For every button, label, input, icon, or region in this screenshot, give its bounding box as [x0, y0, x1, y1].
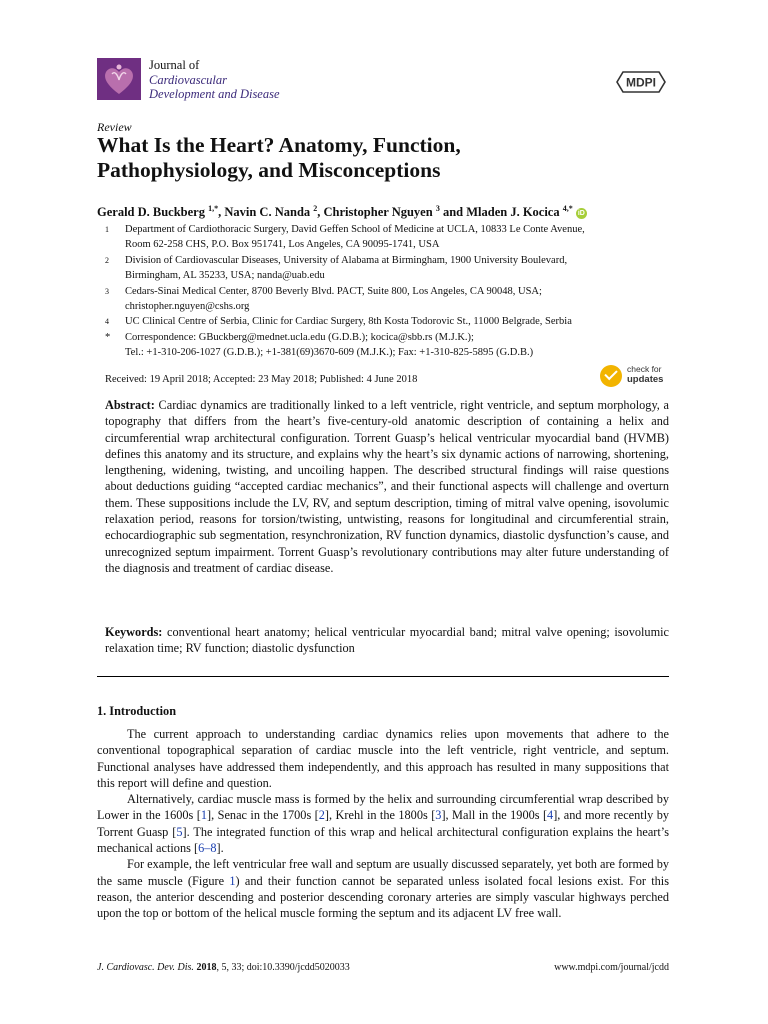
paragraph: [97, 791, 669, 856]
affiliation-mark: 1: [105, 225, 109, 234]
author-name: Gerald D. Buckberg: [97, 205, 205, 220]
author-affiliation-mark: 3: [435, 204, 440, 213]
correspondence-line: Tel.: +1-310-206-1027 (G.D.B.); +1-381(69)3670-609 (M.J.K.); Fax: +1-310-825-5895 (G.D.B.): [125, 347, 534, 359]
updates-label: updates: [627, 374, 664, 385]
article-type: Review: [97, 120, 132, 134]
orcid-icon[interactable]: iD: [577, 210, 585, 218]
keywords: [105, 624, 669, 657]
journal-name-line3: Development and Disease: [149, 87, 280, 101]
affiliation-line: Room 62-258 CHS, P.O. Box 951741, Los Angeles, CA 90095-1741, USA: [125, 239, 440, 251]
body-text: [97, 726, 669, 922]
text-run: Alternatively, cardiac muscle mass is formed by the helix and surrounding circumferential wrap described by Lower in the 1600s [: [97, 792, 669, 823]
affiliation-item: [97, 314, 672, 329]
author-affiliation-mark: 4,*: [562, 204, 573, 213]
citation-link[interactable]: 6–8: [198, 841, 217, 856]
check-for-updates-badge[interactable]: [600, 364, 672, 388]
paragraph: [97, 856, 669, 921]
affiliations: [97, 222, 672, 361]
heart-logo-icon: [97, 58, 141, 100]
footer-url[interactable]: www.mdpi.com/journal/jcdd: [554, 962, 669, 973]
text-run: ) and their function cannot be separated unless isolated focal lesions exist. For this reason, the anterior descending and posterior descending coronary arteries are simply vascular highways perched upon the top or bottom of the helical muscle forming the septum and its adjacent LV free wall.: [97, 873, 669, 921]
author-separator: and: [439, 205, 467, 220]
citation-link[interactable]: 5: [176, 824, 183, 839]
keywords-text: conventional heart anatomy; helical ventricular myocardial band; mitral valve opening; isovolumic relaxation time; RV function; diastolic dysfunction: [105, 625, 670, 656]
affiliation-mark: 3: [105, 286, 109, 296]
footer-year: 2018: [196, 962, 217, 973]
affiliation-item: [97, 253, 672, 284]
citation-link[interactable]: 1: [200, 808, 208, 823]
footer-journal: J. Cardiovasc. Dev. Dis.: [97, 962, 194, 973]
abstract-text: Cardiac dynamics are traditionally linked to a left ventricle, right ventricle, and septum morphology, a topography that differs from the heart’s five-century-old anatomic description of containing a helix and circumferential wrap architectural configuration. Torrent Guasp’s helical ventricular myocardial band (HVMB) defines this anatomy and its structure, and explains why the heart’s six dynamic actions of narrowing, shortening, lengthening, widening, twisting, and uncoiling happen. The described structural findings will raise questions about deductions guiding “accepted cardiac mechanics”, and their functional aspects will challenge and overturn them. These suppositions include the LV, RV, and septum description, timing of mitral valve opening, isovolumic relaxation period, reasons for torsion/twisting, untwisting, reasons for longitudinal and circumferential strain, echocardiographic sub segmentation, resynchronization, RV function dynamics, diastolic dysfunction’s cause, and unrecognized septum impairment. Torrent Guasp’s revolutionary contributions may alter future understanding of the diagnosis and treatment of cardiac disease.: [105, 398, 669, 575]
text-run: ], Krehl in the 1800s [: [324, 808, 436, 823]
affiliation-mark: 2: [105, 255, 109, 265]
affiliation-line: christopher.nguyen@cshs.org: [125, 301, 250, 313]
title-line1: What Is the Heart? Anatomy, Function,: [97, 133, 461, 157]
journal-name-line1: Journal of: [149, 58, 200, 72]
affiliation-line: Department of Cardiothoracic Surgery, David Geffen School of Medicine at UCLA, 10833 Le Conte Avenue,: [125, 224, 585, 235]
check-for-label: check for: [627, 364, 662, 374]
text-run: For example, the left ventricular free wall and septum are usually discussed separately, yet both are formed by the same muscle (Figure: [97, 857, 669, 888]
citation-link[interactable]: 2: [318, 808, 325, 823]
author-name: Navin C. Nanda: [224, 205, 311, 220]
figure-link[interactable]: 1: [229, 873, 236, 888]
affiliation-item: [97, 222, 672, 253]
abstract: [105, 397, 669, 576]
page-footer: [97, 962, 669, 973]
text-run: ], Senac in the 1700s [: [207, 808, 319, 823]
text-run: ], and more recently by Torrent Guasp [: [97, 808, 669, 839]
affiliation-mark: 4: [105, 317, 109, 327]
author-affiliation-mark: 2: [313, 204, 318, 213]
affiliation-item: [97, 284, 672, 315]
text-run: ], Mall in the 1900s [: [441, 808, 548, 823]
affiliation-line: Cedars-Sinai Medical Center, 8700 Beverly Blvd. PACT, Suite 800, Los Angeles, CA 90048, USA;: [125, 285, 542, 297]
section-heading: 1. Introduction: [97, 704, 177, 718]
paragraph: The current approach to understanding cardiac dynamics relies upon movements that adhere to the conventional topographical separation of cardiac muscle into the left ventricle, right ventricle, and septum. Functional analyses have addressed them independently, and this approach has resulted in many suppositions that this report will define and question.: [97, 727, 669, 790]
journal-name: [149, 58, 280, 102]
article-title: [97, 133, 657, 183]
affiliation-line: Division of Cardiovascular Diseases, University of Alabama at Birmingham, 1900 University Boulevard,: [125, 254, 568, 266]
title-line2: Pathophysiology, and Misconceptions: [97, 158, 441, 182]
correspondence-line: Correspondence: GBuckberg@mednet.ucla.edu (G.D.B.); kocica@sbb.rs (M.J.K.);: [125, 331, 474, 343]
affiliation-mark: *: [105, 331, 111, 343]
author-name: Christopher Nguyen: [323, 205, 433, 220]
section-divider: [97, 676, 669, 677]
correspondence-item: [97, 330, 672, 361]
citation-link[interactable]: 3: [435, 808, 442, 823]
author-affiliation-mark: 1,*: [208, 204, 219, 213]
keywords-label: Keywords:: [105, 625, 163, 639]
mdpi-logo: [613, 70, 669, 94]
affiliation-line: Birmingham, AL 35233, USA; nanda@uab.edu: [125, 270, 325, 282]
abstract-label: Abstract:: [105, 398, 155, 412]
author-name: Mladen J. Kocica: [466, 205, 560, 220]
citation-link[interactable]: 4: [547, 808, 554, 823]
publisher-logo-text: MDPI: [626, 75, 656, 90]
journal-logo: [97, 58, 141, 100]
text-run: ]. The integrated function of this wrap and helical architectural configuration explains the heart’s mechanical actions [: [97, 824, 669, 856]
affiliation-line: UC Clinical Centre of Serbia, Clinic for Cardiac Surgery, 8th Kosta Todorovic St., 11000 Belgrade, Serbia: [125, 316, 572, 328]
mdpi-logo-icon: [613, 70, 669, 94]
author-separator: ,: [317, 205, 324, 220]
author-list: [97, 204, 669, 220]
text-run: ].: [216, 841, 224, 856]
check-icon: [600, 365, 622, 387]
footer-doi: , 5, 33; doi:10.3390/jcdd5020033: [216, 962, 350, 973]
author-separator: ,: [218, 205, 225, 220]
publication-dates: Received: 19 April 2018; Accepted: 23 May 2018; Published: 4 June 2018: [105, 374, 418, 385]
journal-name-line2: Cardiovascular: [149, 72, 228, 87]
footer-citation: [97, 962, 350, 973]
